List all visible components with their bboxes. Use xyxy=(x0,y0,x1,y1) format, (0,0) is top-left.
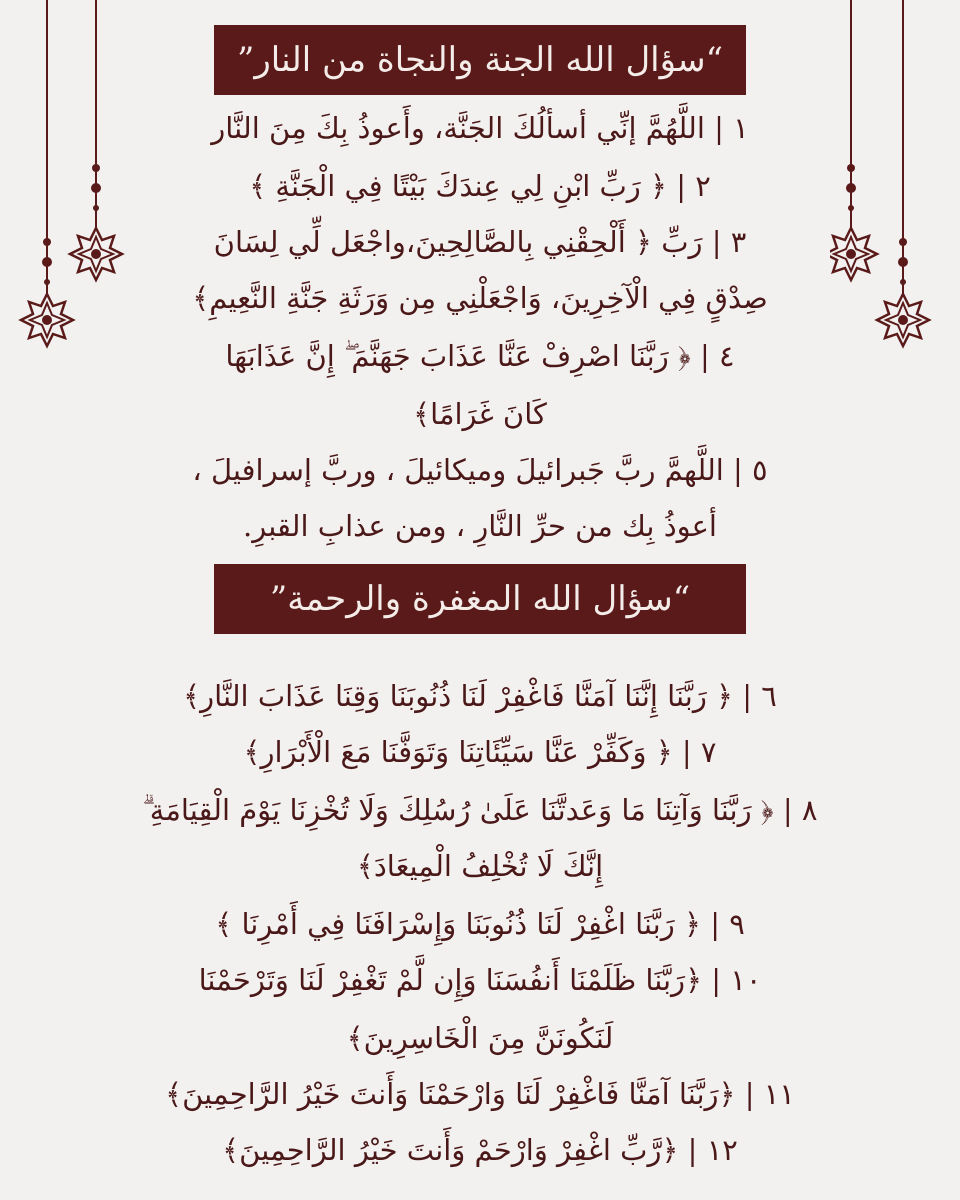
dua-line: لَنَكُونَنَّ مِنَ الْخَاسِرِينَ﴾ xyxy=(346,1021,614,1055)
dua-line: إِنَّكَ لَا تُخْلِفُ الْمِيعَادَ﴾ xyxy=(356,849,604,883)
dua-line: ٢ | ﴿ رَبِّ ابْنِ لِي عِندَكَ بَيْتًا فِي الْجَنَّةِ ﴾ xyxy=(249,169,711,203)
dua-line: ٩ | ﴿ رَبَّنَا اغْفِرْ لَنَا ذُنُوبَنَا وَإِسْرَافَنَا فِي أَمْرِنَا ﴾ xyxy=(215,907,745,941)
section-title-paradise: “سؤال الله الجنة والنجاة من النار” xyxy=(214,25,746,95)
dua-line: ١٠ | ﴿رَبَّنَا ظَلَمْنَا أَنفُسَنَا وَإِن لَّمْ تَغْفِرْ لَنَا وَتَرْحَمْنَا xyxy=(198,963,762,997)
dua-line: أعوذُ بِك من حرِّ النَّارِ ، ومن عذابِ القبرِ. xyxy=(243,509,717,543)
dua-line: ٧ | ﴿ وَكَفِّرْ عَنَّا سَيِّئَاتِنَا وَتَوَفَّنَا مَعَ الْأَبْرَارِ﴾ xyxy=(243,735,717,769)
dua-line: ١١ | ﴿رَبَّنَا آمَنَّا فَاغْفِرْ لَنَا وَارْحَمْنَا وَأَنتَ خَيْرُ الرَّاحِمِينَ﴾ xyxy=(165,1077,795,1111)
section-title-forgiveness: “سؤال الله المغفرة والرحمة” xyxy=(214,564,746,634)
dua-line: ٣ | رَبِّ ﴿ أَلْحِقْنِي بِالصَّالِحِينَ،واجْعَل لِّي لِسَانَ xyxy=(213,225,747,259)
dua-line: صِدْقٍ فِي الْآخِرِينَ، وَاجْعَلْنِي مِن وَرَثَةِ جَنَّةِ النَّعِيمِ﴾ xyxy=(192,281,768,315)
dua-line: ٦ | ﴿ رَبَّنَا إِنَّنَا آمَنَّا فَاغْفِرْ لَنَا ذُنُوبَنَا وَقِنَا عَذَابَ النَّارِ﴾ xyxy=(183,679,777,713)
dua-line: كَانَ غَرَامًا﴾ xyxy=(413,397,547,431)
dua-line: ٨ | ﴿ رَبَّنَا وَآتِنَا مَا وَعَدتَّنَا عَلَىٰ رُسُلِكَ وَلَا تُخْزِنَا يَوْمَ الْقِيَامَةِ ۗ xyxy=(142,793,818,827)
dua-line: ٤ | ﴿ رَبَّنَا اصْرِفْ عَنَّا عَذَابَ جَهَنَّمَ ۖ إِنَّ عَذَابَهَا xyxy=(225,339,735,373)
dua-line: ٥ | اللَّهمَّ ربَّ جَبرائيلَ وميكائيلَ ، وربَّ إسرافيلَ ، xyxy=(192,453,768,487)
dua-line: ١ | اللَّهُمَّ إنِّي أسألُكَ الجَنَّة، وأَعوذُ بِكَ مِنَ النَّار xyxy=(211,111,749,145)
dua-line: ١٢ | ﴿رَّبِّ اغْفِرْ وَارْحَمْ وَأَنتَ خَيْرُ الرَّاحِمِينَ﴾ xyxy=(222,1133,738,1167)
